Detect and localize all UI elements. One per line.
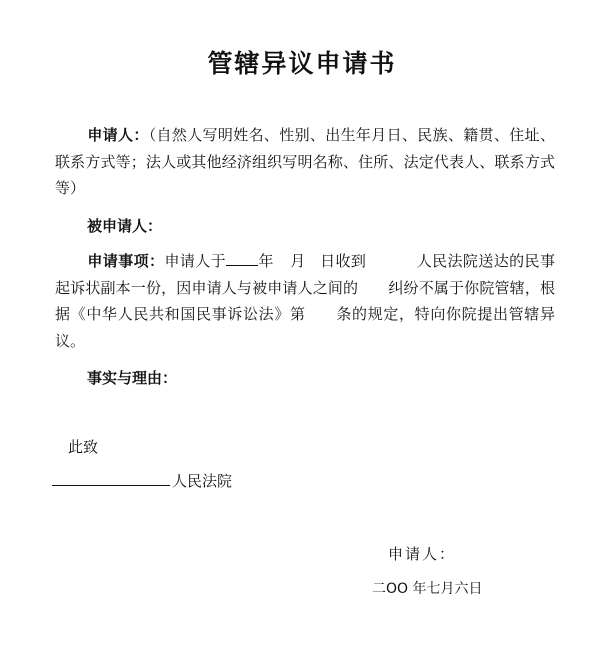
- matters-text-1: 申请人于: [164, 252, 227, 270]
- signature-date: 二OO 年七月六日: [372, 581, 483, 597]
- respondent-label: 被申请人：: [87, 217, 163, 235]
- matters-text-6: 纠纷不属于你院管辖，根据《中华人民共和国民事诉讼法》第: [55, 278, 555, 323]
- applicant-paragraph: [55, 122, 555, 202]
- signature-applicant-label: 申请人：: [388, 545, 457, 563]
- year-blank: [226, 251, 258, 266]
- salutation-text: 此致: [68, 438, 99, 456]
- matters-text-7: 条的规定，特向你院提出管辖异议。: [55, 305, 555, 350]
- matters-text-3: 月: [289, 252, 306, 270]
- court-name-blank: [52, 471, 170, 486]
- court-suffix: 人民法院: [172, 472, 233, 490]
- matters-label: 申请事项：: [87, 252, 165, 270]
- matters-paragraph: [55, 248, 555, 354]
- court-line: [52, 470, 232, 491]
- matters-text-4: 日收到: [319, 252, 367, 270]
- facts-label: 事实与理由：: [87, 369, 178, 387]
- matters-text-2: 年: [258, 252, 274, 270]
- document-title: 管辖异议申请书: [207, 49, 397, 78]
- matters-text-5: 人民法院送达的民事起诉状副本一份，因申请人与被申请人之间的: [55, 252, 555, 297]
- applicant-label: 申请人：: [87, 126, 149, 144]
- applicant-text: （自然人写明姓名、性别、出生年月日、民族、籍贯、住址、联系方式等；法人或其他经济组织写明名称、住所、法定代表人、联系方式等）: [55, 126, 555, 197]
